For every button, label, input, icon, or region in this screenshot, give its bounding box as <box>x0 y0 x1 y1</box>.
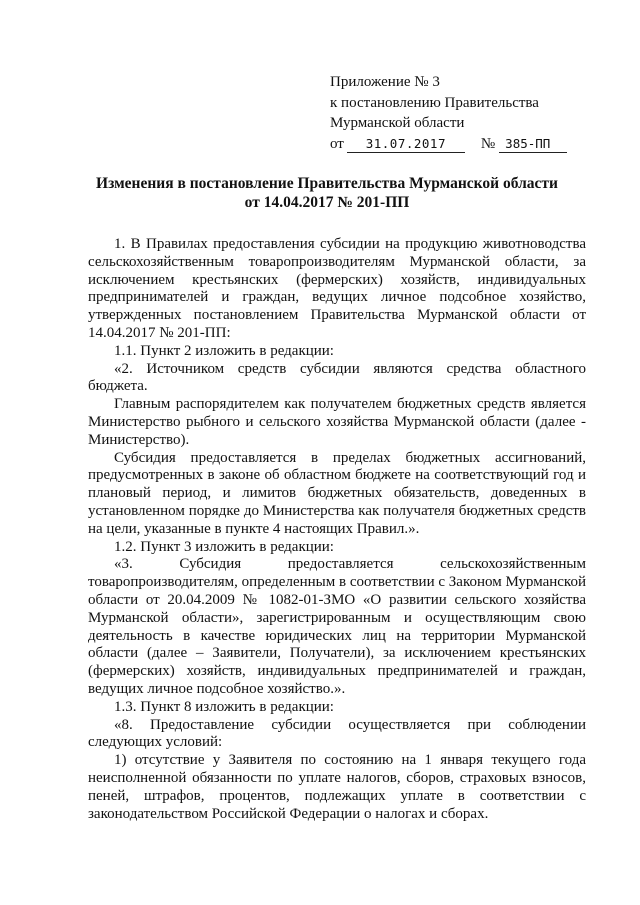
annex-reference: к постановлению Правительства <box>330 94 539 111</box>
document-title <box>60 174 594 212</box>
paragraph: «2. Источником средств субсидии являются средства областного бюджета. <box>88 360 586 395</box>
paragraph: 1. В Правилах предоставления субсидии на продукцию животноводства сельскохозяйственным товаропроизводителям Мурманской области, за исключением крестьянских (фермерских) хозяйств, индивидуальных предпринимателей и граждан, ведущих личное подсобное хозяйство, утвержденных постановлением Правительства Мурманской области от 14.04.2017 № 201-ПП: <box>88 236 586 341</box>
annex-number: 385-ПП <box>499 136 567 153</box>
paragraph: 1.1. Пункт 2 изложить в редакции: <box>114 342 334 359</box>
annex-header <box>330 72 610 154</box>
paragraph: «8. Предоставление субсидии осуществляется при соблюдении следующих условий: <box>88 716 586 751</box>
title-line-2: от 14.04.2017 № 201-ПП <box>244 194 410 211</box>
annex-from-label: от <box>330 135 344 152</box>
annex-region: Мурманской области <box>330 115 465 131</box>
annex-date-number-line <box>330 134 610 155</box>
paragraph: 1.2. Пункт 3 изложить в редакции: <box>114 538 334 555</box>
annex-date: 31.07.2017 <box>347 136 465 153</box>
title-line-1: Изменения в постановление Правительства Мурманской области <box>96 175 558 192</box>
paragraph: Субсидия предоставляется в пределах бюджетных ассигнований, предусмотренных в законе об областном бюджете на соответствующий год и плановый период, и лимитов бюджетных обязательств, доведенных в установленном порядке до Министерства как получателя бюджетных средств на цели, указанные в пункте 4 настоящих Правил.». <box>88 449 586 537</box>
annex-number-sign: № <box>480 135 496 152</box>
paragraph: «3. Субсидия предоставляется сельскохозяйственным товаропроизводителям, определенным в соответствии с Законом Мурманской области от 20.04.2009 № 1082-01-ЗМО «О развитии сельского хозяйства Мурманской области», зарегистрированным и осуществляющим свою деятельность в качестве юридических лиц на территории Мурманской области (далее – Заявители, Получатели), за исключением крестьянских (фермерских) хозяйств, индивидуальных предпринимателей и граждан, ведущих личное подсобное хозяйство.». <box>88 556 586 697</box>
paragraph: Главным распорядителем как получателем бюджетных средств является Министерство рыбного и сельского хозяйства Мурманской области (далее - Министерство). <box>88 396 586 448</box>
paragraph: 1.3. Пункт 8 изложить в редакции: <box>114 698 334 715</box>
document-body <box>88 236 586 823</box>
paragraph: 1) отсутствие у Заявителя по состоянию на 1 января текущего года неисполненной обязанности по уплате налогов, сборов, страховых взносов, пеней, штрафов, процентов, подлежащих уплате в соответствии с законодательством Российской Федерации о налогах и сборах. <box>88 752 586 822</box>
annex-title: Приложение № 3 <box>330 74 440 90</box>
